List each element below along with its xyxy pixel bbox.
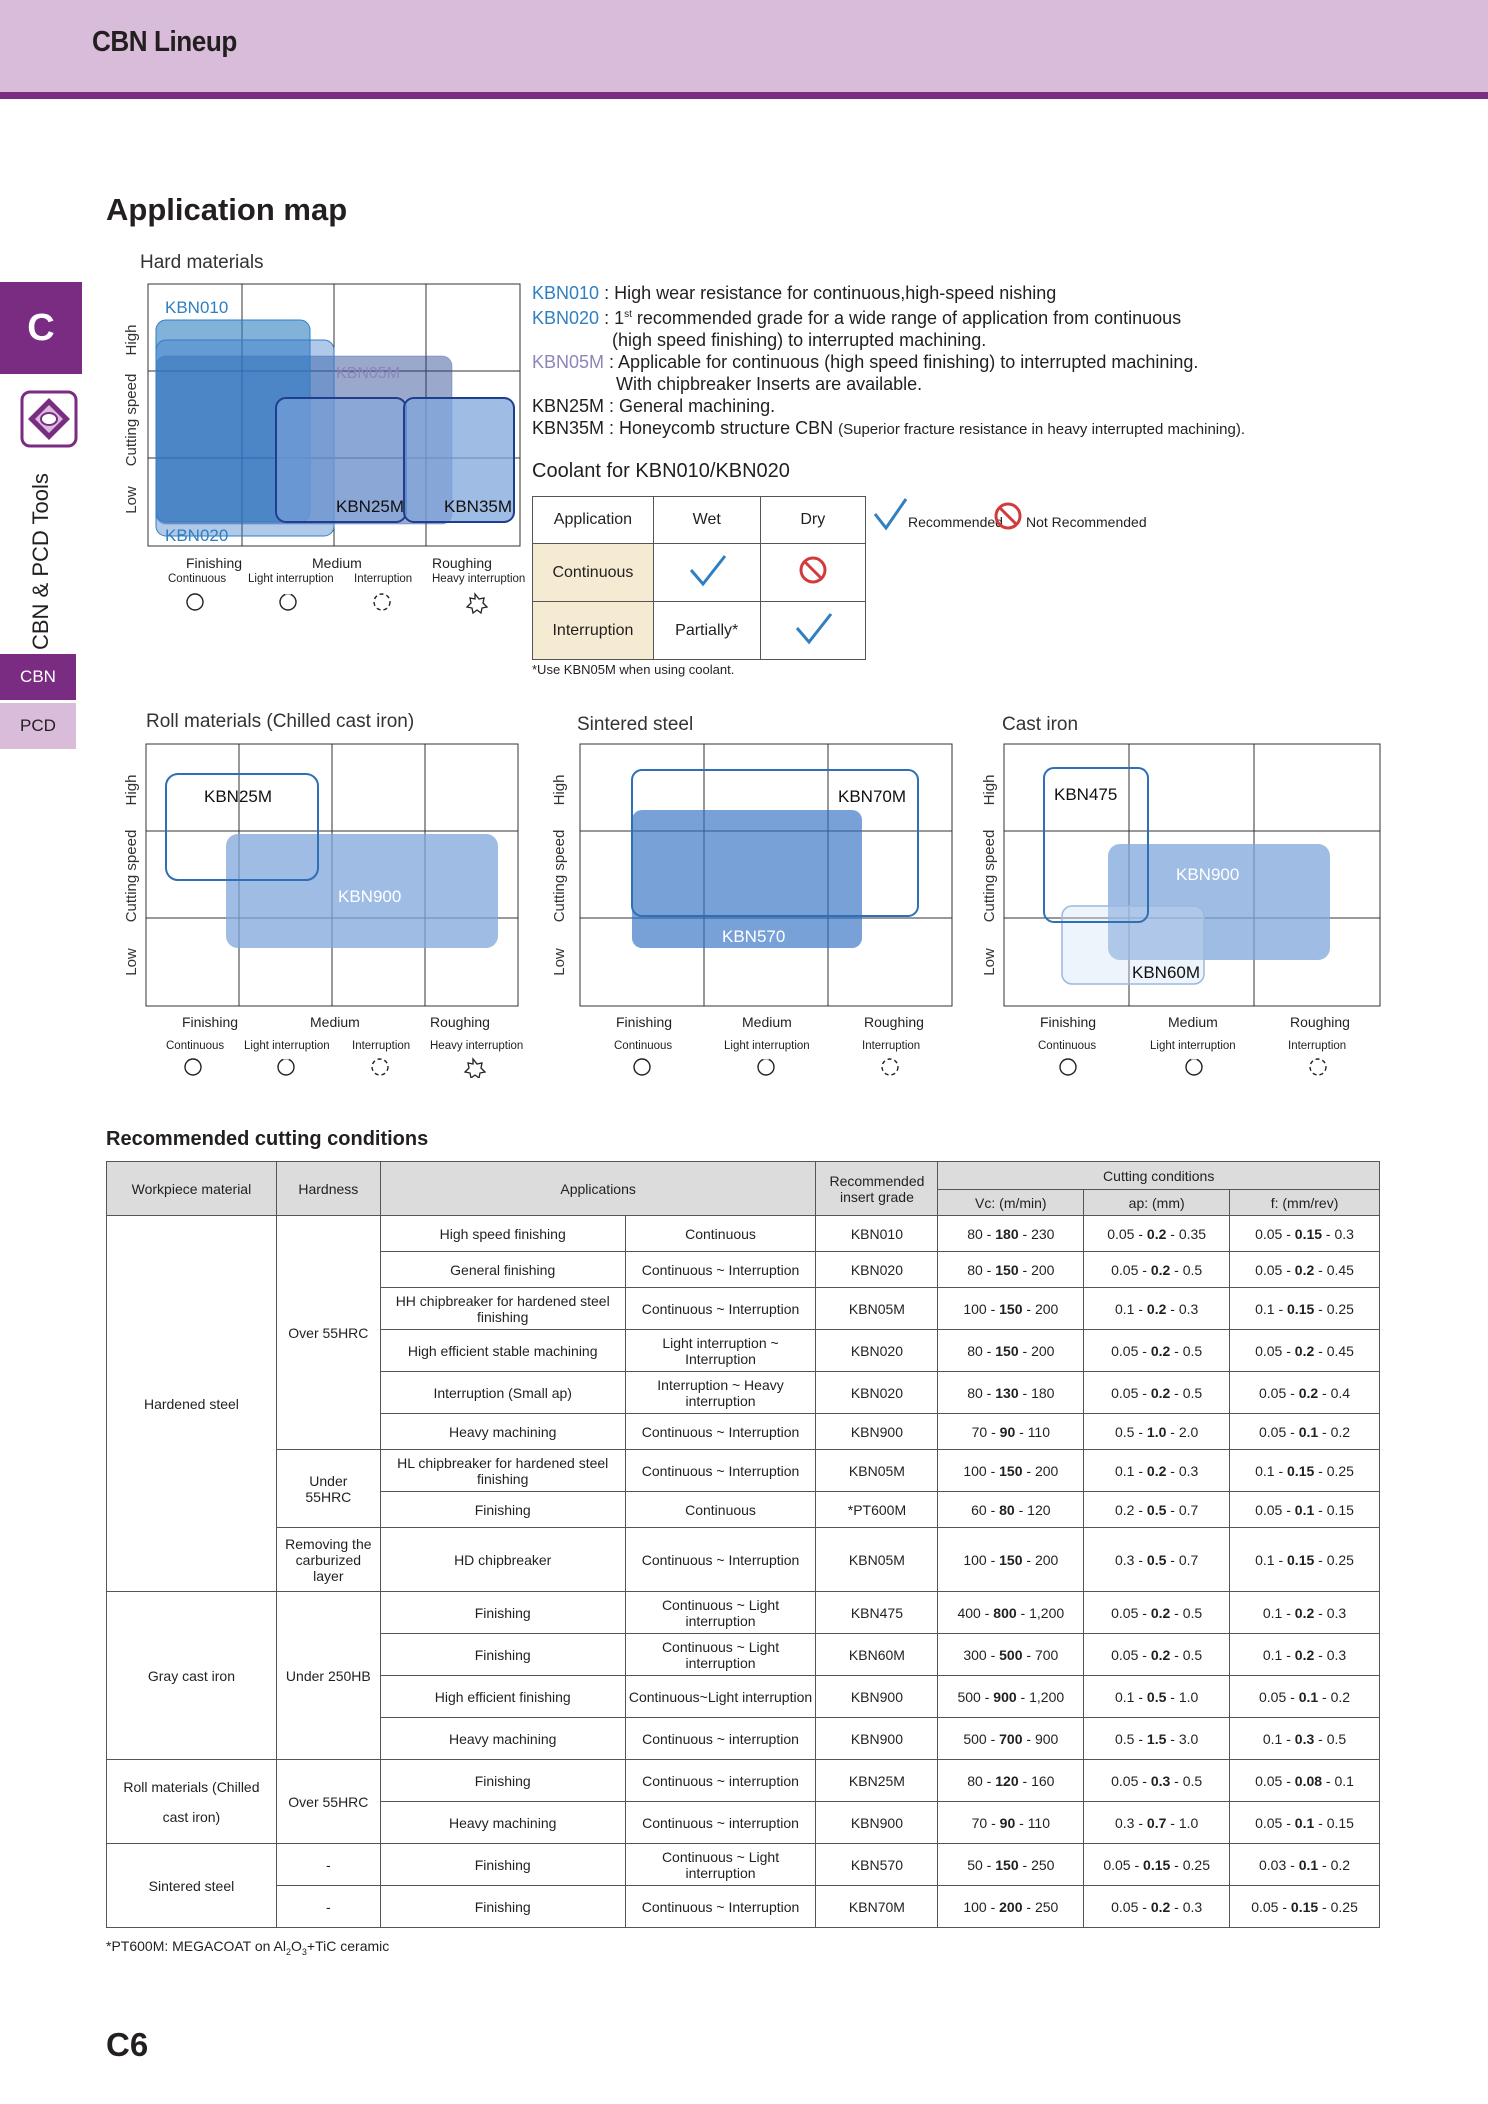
range-cell: 0.1 - 0.15 - 0.25 — [1230, 1528, 1380, 1592]
range-cell: 400 - 800 - 1,200 — [938, 1592, 1084, 1634]
range-cell: 0.1 - 0.15 - 0.25 — [1230, 1450, 1380, 1492]
svg-text:Low: Low — [123, 948, 140, 976]
condition-cell: Interruption ~ Heavy interruption — [625, 1372, 816, 1414]
svg-text:KBN25M: KBN25M — [204, 787, 273, 806]
condition-cell: Continuous ~ Light interruption — [625, 1634, 816, 1676]
axis-sub-label: Interruption — [352, 1040, 411, 1052]
table-row — [107, 1844, 1380, 1886]
interruption-icons — [580, 1056, 960, 1078]
chapter-tab[interactable]: C — [0, 282, 82, 374]
col-header: Hardness — [276, 1162, 380, 1216]
application-cell: Finishing — [380, 1886, 625, 1928]
table-row — [107, 1450, 1380, 1492]
interruption-icons — [148, 591, 528, 615]
range-cell: 0.1 - 0.2 - 0.3 — [1230, 1634, 1380, 1676]
grade-cell: KBN020 — [816, 1372, 938, 1414]
coolant-note: *Use KBN05M when using coolant. — [532, 662, 735, 677]
condition-cell: Light interruption ~ Interruption — [625, 1330, 816, 1372]
range-cell: 100 - 150 - 200 — [938, 1288, 1084, 1330]
range-cell: 500 - 700 - 900 — [938, 1718, 1084, 1760]
col-header: Workpiece material — [107, 1162, 277, 1216]
axis-sub-label: Interruption — [1288, 1040, 1347, 1052]
svg-text:High: High — [551, 774, 568, 806]
cast-iron-chart — [980, 740, 1386, 1015]
grade-cell: KBN900 — [816, 1718, 938, 1760]
svg-text:High: High — [981, 774, 998, 806]
range-cell: 0.05 - 0.1 - 0.15 — [1230, 1492, 1380, 1528]
check-icon — [760, 602, 865, 660]
hardness-cell: - — [276, 1886, 380, 1928]
range-cell: 0.05 - 0.2 - 0.45 — [1230, 1252, 1380, 1288]
check-icon — [872, 496, 908, 532]
range-cell: 0.05 - 0.15 - 0.3 — [1230, 1216, 1380, 1252]
range-cell: 0.05 - 0.1 - 0.2 — [1230, 1676, 1380, 1718]
range-cell: 0.1 - 0.2 - 0.3 — [1230, 1592, 1380, 1634]
coolant-row-label: Interruption — [533, 602, 654, 660]
range-cell: 0.05 - 0.2 - 0.5 — [1084, 1252, 1230, 1288]
range-cell: 0.2 - 0.5 - 0.7 — [1084, 1492, 1230, 1528]
application-cell: Finishing — [380, 1492, 625, 1528]
svg-text:Low: Low — [551, 948, 568, 976]
grade-cell: KBN020 — [816, 1330, 938, 1372]
grade-cell: KBN05M — [816, 1288, 938, 1330]
range-cell: 0.1 - 0.2 - 0.3 — [1084, 1288, 1230, 1330]
svg-text:High: High — [123, 774, 140, 806]
axis-group-label: Medium — [312, 555, 362, 571]
condition-cell: Continuous~Light interruption — [625, 1676, 816, 1718]
roll-materials-chart — [118, 740, 522, 1015]
range-cell: 0.05 - 0.3 - 0.5 — [1084, 1760, 1230, 1802]
condition-cell: Continuous ~ Interruption — [625, 1252, 816, 1288]
coolant-header: Application — [533, 497, 654, 544]
not-recommended-label: Not Recommended — [1026, 514, 1147, 530]
range-cell: 0.05 - 0.2 - 0.4 — [1230, 1372, 1380, 1414]
axis-sub-label: Light interruption — [724, 1040, 810, 1052]
sintered-x-axis — [580, 1012, 960, 1076]
hardness-cell: Removing the carburized layer — [276, 1528, 380, 1592]
range-cell: 0.05 - 0.15 - 0.25 — [1230, 1886, 1380, 1928]
condition-cell: Continuous ~ Interruption — [625, 1450, 816, 1492]
application-cell: High efficient stable machining — [380, 1330, 625, 1372]
range-cell: 100 - 150 - 200 — [938, 1450, 1084, 1492]
table-row — [107, 1886, 1380, 1928]
coolant-table — [532, 496, 866, 660]
condition-cell: Continuous ~ Interruption — [625, 1414, 816, 1450]
hard-grade-label: KBN25M — [336, 497, 405, 516]
svg-text:Low: Low — [123, 486, 140, 514]
axis-sub-label: Light interruption — [244, 1040, 330, 1052]
cbn-insert-icon — [18, 388, 80, 450]
grade-cell: *PT600M — [816, 1492, 938, 1528]
range-cell: 70 - 90 - 110 — [938, 1414, 1084, 1450]
application-cell: Heavy machining — [380, 1802, 625, 1844]
hard-grade-label: KBN05M — [336, 365, 401, 382]
application-cell: General finishing — [380, 1252, 625, 1288]
col-header: Vc: (m/min) — [938, 1190, 1084, 1216]
sintered-steel-title: Sintered steel — [577, 714, 694, 735]
axis-sub-label: Heavy interruption — [432, 573, 526, 585]
table-footnote: *PT600M: MEGACOAT on $Al_2O_3+TiC$ ceramic — [106, 1938, 390, 1957]
cast-x-axis — [1004, 1012, 1384, 1076]
workpiece-cell: Roll materials (Chilled cast iron) — [107, 1760, 277, 1844]
hardness-cell: Under 250HB — [276, 1592, 380, 1760]
svg-text:KBN570: KBN570 — [722, 927, 786, 946]
grade-cell: KBN25M — [816, 1760, 938, 1802]
svg-text:Cutting speed: Cutting speed — [123, 829, 140, 923]
recommended-label: Recommended — [908, 514, 1003, 530]
table-row — [107, 1528, 1380, 1592]
range-cell: 0.05 - 0.2 - 0.3 — [1084, 1886, 1230, 1928]
condition-cell: Continuous ~ Interruption — [625, 1886, 816, 1928]
roll-x-axis — [148, 1012, 528, 1076]
grade-cell: KBN900 — [816, 1414, 938, 1450]
range-cell: 60 - 80 - 120 — [938, 1492, 1084, 1528]
axis-group-label: Medium — [1168, 1014, 1218, 1030]
range-cell: 100 - 200 - 250 — [938, 1886, 1084, 1928]
hardness-cell: Under 55HRC — [276, 1450, 380, 1528]
range-cell: 0.1 - 0.15 - 0.25 — [1230, 1288, 1380, 1330]
table-row — [107, 1216, 1380, 1252]
col-header: Cutting conditions — [938, 1162, 1380, 1190]
hard-grade-label: KBN020 — [165, 526, 229, 545]
partially-cell: Partially* — [653, 602, 760, 660]
svg-text:High: High — [123, 324, 140, 356]
grade-cell: KBN900 — [816, 1676, 938, 1718]
col-header: Applications — [380, 1162, 816, 1216]
axis-group-label: Medium — [310, 1014, 360, 1030]
grade-cell: KBN900 — [816, 1802, 938, 1844]
range-cell: 50 - 150 - 250 — [938, 1844, 1084, 1886]
axis-group-label: Finishing — [182, 1014, 239, 1030]
range-cell: 300 - 500 - 700 — [938, 1634, 1084, 1676]
check-icon — [653, 544, 760, 602]
range-cell: 0.05 - 0.2 - 0.5 — [1084, 1372, 1230, 1414]
range-cell: 0.05 - 0.2 - 0.5 — [1084, 1330, 1230, 1372]
svg-text:Cutting speed: Cutting speed — [551, 829, 568, 923]
hardness-cell: - — [276, 1844, 380, 1886]
interruption-icons — [1004, 1056, 1384, 1078]
coolant-header: Wet — [653, 497, 760, 544]
range-cell: 0.05 - 0.2 - 0.35 — [1084, 1216, 1230, 1252]
col-header: Recommended insert grade — [816, 1162, 938, 1216]
range-cell: 0.05 - 0.1 - 0.15 — [1230, 1802, 1380, 1844]
range-cell: 70 - 90 - 110 — [938, 1802, 1084, 1844]
grade-cell: KBN010 — [816, 1216, 938, 1252]
sidebar-item-cbn[interactable]: CBN — [0, 654, 76, 700]
condition-cell: Continuous ~ Light interruption — [625, 1844, 816, 1886]
grade-cell: KBN05M — [816, 1450, 938, 1492]
sintered-steel-chart — [550, 740, 956, 1015]
prohibited-icon — [760, 544, 865, 602]
application-cell: Interruption (Small ap) — [380, 1372, 625, 1414]
application-cell: Finishing — [380, 1634, 625, 1676]
hard-grade-label: KBN35M — [444, 497, 513, 516]
range-cell: 0.1 - 0.3 - 0.5 — [1230, 1718, 1380, 1760]
grade-cell: KBN570 — [816, 1844, 938, 1886]
range-cell: 0.05 - 0.1 - 0.2 — [1230, 1414, 1380, 1450]
axis-group-label: Finishing — [616, 1014, 673, 1030]
conditions-table — [106, 1161, 1380, 1928]
header-rule — [0, 92, 1488, 99]
condition-cell: Continuous ~ Light interruption — [625, 1592, 816, 1634]
application-cell: Heavy machining — [380, 1414, 625, 1450]
prohibited-icon — [992, 500, 1024, 532]
grade-legend: KBN010 : High wear resistance for continuous,high-speed nishing KBN020 : 1st recommended grade for a wide range of application from continuous (high speed finishing) to interrupted machining. KBN05M : Applicable for continuous (high speed finishing) to interrupted machining. With chipbreaker Inserts are available. KBN25M : General machining. KBN35M : Honeycomb structure CBN (Superior fracture resistance in heavy interrupted machining). — [532, 283, 1245, 438]
range-cell: 80 - 130 - 180 — [938, 1372, 1084, 1414]
table-row — [107, 1592, 1380, 1634]
svg-text:Cutting speed: Cutting speed — [981, 829, 998, 923]
application-cell: Finishing — [380, 1592, 625, 1634]
axis-sub-label: Light interruption — [1150, 1040, 1236, 1052]
range-cell: 0.5 - 1.0 - 2.0 — [1084, 1414, 1230, 1450]
axis-group-label: Roughing — [1290, 1014, 1350, 1030]
application-cell: High efficient finishing — [380, 1676, 625, 1718]
condition-cell: Continuous ~ interruption — [625, 1802, 816, 1844]
axis-sub-label: Continuous — [614, 1040, 673, 1052]
svg-text:KBN475: KBN475 — [1054, 785, 1118, 804]
col-header: ap: (mm) — [1084, 1190, 1230, 1216]
application-cell: Finishing — [380, 1844, 625, 1886]
coolant-header: Dry — [760, 497, 865, 544]
range-cell: 0.1 - 0.2 - 0.3 — [1084, 1450, 1230, 1492]
range-cell: 80 - 180 - 230 — [938, 1216, 1084, 1252]
application-cell: Heavy machining — [380, 1718, 625, 1760]
svg-text:KBN70M: KBN70M — [838, 787, 907, 806]
grade-cell: KBN020 — [816, 1252, 938, 1288]
condition-cell: Continuous ~ interruption — [625, 1718, 816, 1760]
svg-text:Low: Low — [981, 948, 998, 976]
svg-text:Cutting speed: Cutting speed — [123, 373, 140, 467]
header-title: CBN Lineup — [92, 26, 237, 58]
range-cell: 0.1 - 0.5 - 1.0 — [1084, 1676, 1230, 1718]
application-cell: HL chipbreaker for hardened steel finishing — [380, 1450, 625, 1492]
range-cell: 80 - 150 - 200 — [938, 1330, 1084, 1372]
coolant-title: Coolant for KBN010/KBN020 — [532, 460, 790, 482]
range-cell: 0.3 - 0.5 - 0.7 — [1084, 1528, 1230, 1592]
application-cell: High speed finishing — [380, 1216, 625, 1252]
page-number: C6 — [106, 2026, 149, 2063]
axis-group-label: Finishing — [186, 555, 243, 571]
col-header: f: (mm/rev) — [1230, 1190, 1380, 1216]
grade-cell: KBN70M — [816, 1886, 938, 1928]
coolant-row-label: Continuous — [533, 544, 654, 602]
range-cell: 0.05 - 0.2 - 0.45 — [1230, 1330, 1380, 1372]
hardness-cell: Over 55HRC — [276, 1760, 380, 1844]
condition-cell: Continuous ~ interruption — [625, 1760, 816, 1802]
svg-text:KBN900: KBN900 — [338, 887, 402, 906]
condition-cell: Continuous — [625, 1216, 816, 1252]
application-cell: HH chipbreaker for hardened steel finishing — [380, 1288, 625, 1330]
hard-x-axis — [148, 553, 528, 613]
range-cell: 0.3 - 0.7 - 1.0 — [1084, 1802, 1230, 1844]
table-row — [107, 1760, 1380, 1802]
axis-sub-label: Continuous — [166, 1040, 225, 1052]
range-cell: 0.03 - 0.1 - 0.2 — [1230, 1844, 1380, 1886]
axis-group-label: Roughing — [432, 555, 492, 571]
grade-cell: KBN475 — [816, 1592, 938, 1634]
range-cell: 80 - 150 - 200 — [938, 1252, 1084, 1288]
workpiece-cell: Gray cast iron — [107, 1592, 277, 1760]
roll-materials-title: Roll materials (Chilled cast iron) — [146, 711, 415, 732]
cast-iron-title: Cast iron — [1002, 714, 1079, 735]
hardness-cell: Over 55HRC — [276, 1216, 380, 1450]
workpiece-cell: Sintered steel — [107, 1844, 277, 1928]
svg-text:KBN900: KBN900 — [1176, 865, 1240, 884]
range-cell: 0.05 - 0.15 - 0.25 — [1084, 1844, 1230, 1886]
axis-sub-label: Continuous — [1038, 1040, 1097, 1052]
axis-sub-label: Light interruption — [248, 573, 334, 585]
range-cell: 80 - 120 - 160 — [938, 1760, 1084, 1802]
axis-group-label: Roughing — [864, 1014, 924, 1030]
range-cell: 0.05 - 0.2 - 0.5 — [1084, 1634, 1230, 1676]
grade-cell: KBN05M — [816, 1528, 938, 1592]
axis-sub-label: Continuous — [168, 573, 227, 585]
condition-cell: Continuous — [625, 1492, 816, 1528]
svg-text:KBN60M: KBN60M — [1132, 963, 1201, 982]
section-title-application-map: Application map — [106, 192, 348, 227]
application-cell: Finishing — [380, 1760, 625, 1802]
hard-materials-title: Hard materials — [140, 252, 264, 273]
grade-cell: KBN60M — [816, 1634, 938, 1676]
axis-sub-label: Heavy interruption — [430, 1040, 524, 1052]
condition-cell: Continuous ~ Interruption — [625, 1528, 816, 1592]
interruption-icons — [148, 1056, 528, 1078]
sidebar-item-pcd[interactable]: PCD — [0, 703, 76, 749]
axis-group-label: Roughing — [430, 1014, 490, 1030]
range-cell: 0.05 - 0.08 - 0.1 — [1230, 1760, 1380, 1802]
axis-group-label: Finishing — [1040, 1014, 1097, 1030]
application-cell: HD chipbreaker — [380, 1528, 625, 1592]
workpiece-cell: Hardened steel — [107, 1216, 277, 1592]
range-cell: 0.05 - 0.2 - 0.5 — [1084, 1592, 1230, 1634]
range-cell: 100 - 150 - 200 — [938, 1528, 1084, 1592]
hard-grade-label: KBN010 — [165, 298, 229, 317]
axis-group-label: Medium — [742, 1014, 792, 1030]
condition-cell: Continuous ~ Interruption — [625, 1288, 816, 1330]
axis-sub-label: Interruption — [862, 1040, 921, 1052]
section-title-conditions: Recommended cutting conditions — [106, 1128, 429, 1150]
range-cell: 500 - 900 - 1,200 — [938, 1676, 1084, 1718]
axis-sub-label: Interruption — [354, 573, 413, 585]
sidebar-tools-label: CBN & PCD Tools — [28, 473, 53, 650]
range-cell: 0.5 - 1.5 - 3.0 — [1084, 1718, 1230, 1760]
